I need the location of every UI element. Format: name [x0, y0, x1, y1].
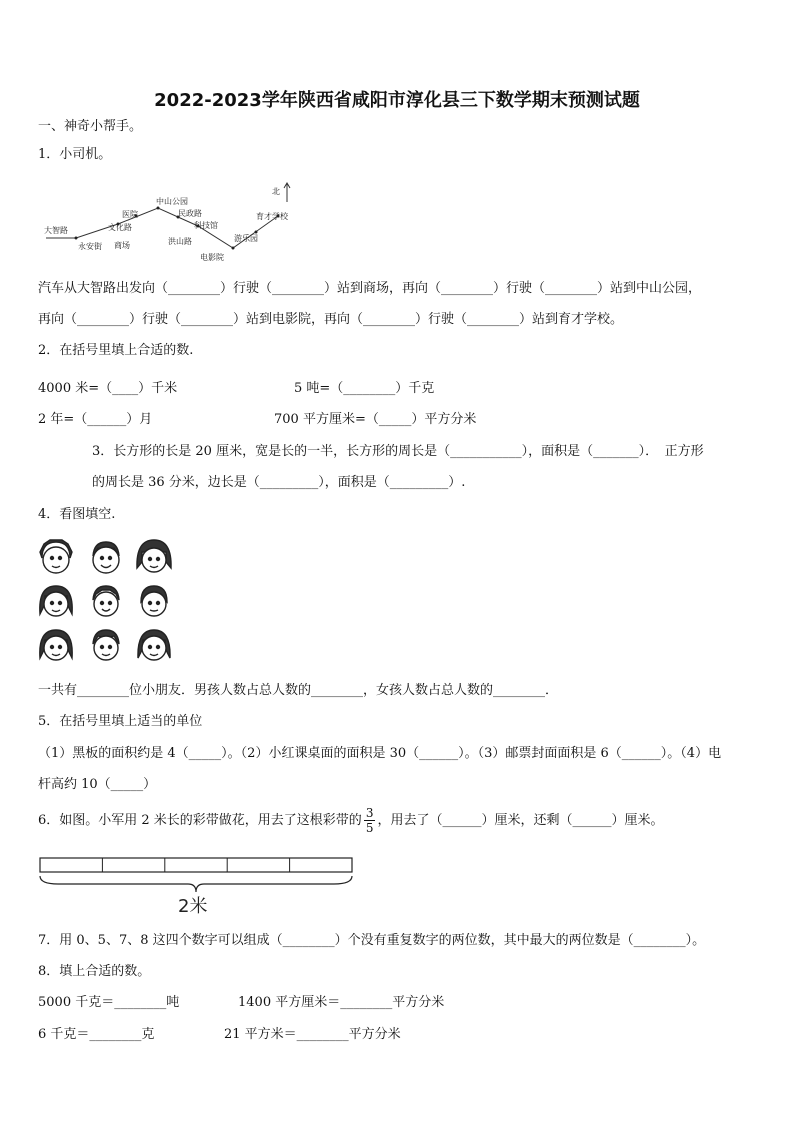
- map-label-yiyuan: 医院: [122, 210, 138, 219]
- girl-face-icon: [137, 540, 171, 572]
- question-8-heading: 8．填上合适的数。: [38, 964, 151, 979]
- map-label-shangchang: 商场: [114, 241, 130, 250]
- girl-face-icon: [138, 630, 170, 660]
- question-8-a: 5000 千克＝________吨: [38, 995, 180, 1010]
- fraction: [364, 806, 376, 835]
- question-6-text: [38, 806, 663, 835]
- question-5-heading: 5．在括号里填上适当的单位: [38, 714, 203, 729]
- page-title: 2022-2023学年陕西省咸阳市淳化县三下数学期末预测试题: [154, 90, 640, 111]
- ribbon-bar: [40, 858, 352, 872]
- map-label-dazhi: 大智路: [44, 226, 68, 235]
- question-2-c: 2 年=（______）月: [38, 412, 153, 427]
- fraction-denominator: 5: [365, 821, 374, 835]
- question-3-line-2: 的周长是 36 分米，边长是（_________），面积是（_________）.: [92, 475, 466, 490]
- fraction-numerator: 3: [365, 806, 374, 820]
- ribbon-length-label: 2米: [178, 896, 208, 917]
- question-6-after: ，用去了（______）厘米，还剩（______）厘米。: [377, 813, 664, 828]
- question-4-text: 一共有________位小朋友．男孩人数占总人数的________，女孩人数占总人数的________．: [38, 683, 559, 698]
- girl-face-icon: [40, 630, 72, 660]
- boy-face-icon: [40, 540, 72, 573]
- question-8-c: 6 千克＝________克: [38, 1027, 155, 1042]
- boy-face-icon: [93, 586, 119, 616]
- girl-face-icon: [40, 586, 72, 616]
- question-8-b: 1400 平方厘米＝________平方分米: [238, 995, 445, 1010]
- map-label-wenhua: 文化路: [108, 223, 132, 232]
- question-2-a: 4000 米=（____）千米: [38, 381, 178, 396]
- question-2-b: 5 吨=（________）千克: [294, 381, 435, 396]
- route-map: [38, 182, 318, 264]
- north-label: 北: [272, 187, 280, 196]
- question-2-d: 700 平方厘米=（_____）平方分米: [274, 412, 477, 427]
- question-8-d: 21 平方米＝________平方分米: [224, 1027, 401, 1042]
- map-label-zhongshan: 中山公园: [156, 197, 188, 206]
- map-label-yucai: 育才学校: [256, 212, 288, 221]
- boy-face-icon: [141, 586, 167, 616]
- map-label-minzheng: 民政路: [178, 209, 202, 218]
- question-1-line-2: 再向（________）行驶（________）站到电影院，再向（________）行驶（________）站到育才学校。: [38, 312, 624, 327]
- brace: [40, 876, 352, 892]
- section-heading: 一、神奇小帮手。: [38, 119, 143, 134]
- map-label-yongan: 永安街: [78, 242, 102, 251]
- map-label-dianying: 电影院: [200, 253, 224, 262]
- children-faces-image: [38, 538, 178, 670]
- boy-face-icon: [93, 630, 119, 660]
- map-label-hongshan: 洪山路: [168, 237, 192, 246]
- question-2-heading: 2．在括号里填上合适的数.: [38, 343, 194, 358]
- map-label-youle: 游乐园: [234, 234, 258, 243]
- question-6-before: 6．如图。小军用 2 米长的彩带做花，用去了这根彩带的: [38, 813, 362, 828]
- map-label-keji: 科技馆: [194, 221, 218, 230]
- question-7-text: 7．用 0、5、7、8 这四个数字可以组成（________）个没有重复数字的两位数，其中最大的两位数是（________）。: [38, 933, 706, 948]
- question-1-line-1: 汽车从大智路出发向（________）行驶（________）站到商场，再向（________）行驶（________）站到中山公园，: [38, 281, 702, 296]
- question-5-line-1: （1）黑板的面积约是 4（_____）。（2）小红课桌面的面积是 30（______）。（3）邮票封面面积是 6（______）。（4）电: [38, 746, 722, 761]
- question-3-line-1: 3．长方形的长是 20 厘米，宽是长的一半，长方形的周长是（___________），面积是（_______）． 正方形: [92, 444, 704, 459]
- question-4-heading: 4．看图填空.: [38, 507, 116, 522]
- question-5-line-2: 杆高约 10（_____）: [38, 777, 157, 792]
- question-1-heading: 1．小司机。: [38, 147, 112, 162]
- boy-face-icon: [93, 542, 119, 573]
- ribbon-diagram: [38, 852, 358, 918]
